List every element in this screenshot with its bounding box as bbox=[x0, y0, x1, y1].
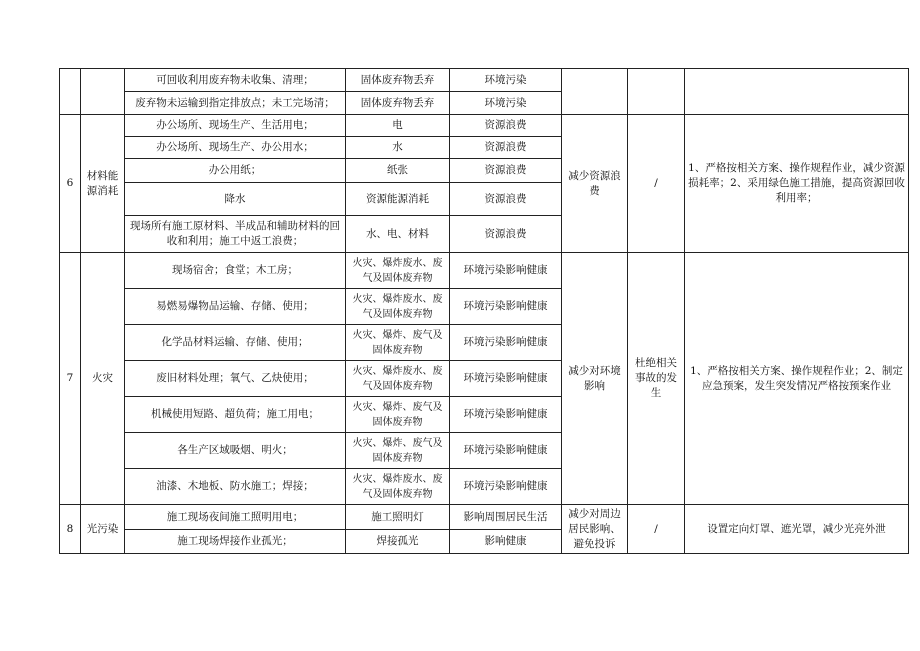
activity-cell: 各生产区域吸烟、明火； bbox=[125, 433, 346, 469]
measures-cell: 设置定向灯罩、遮光罩，减少光亮外泄 bbox=[685, 505, 909, 554]
factor-cell: 资源能源消耗 bbox=[346, 183, 450, 216]
table-row bbox=[60, 253, 909, 289]
factor-cell: 施工照明灯 bbox=[346, 505, 450, 530]
impact-cell: 资源浪费 bbox=[450, 137, 562, 159]
category-cell: 火灾 bbox=[81, 253, 125, 505]
activity-cell: 办公场所、现场生产、办公用水； bbox=[125, 137, 346, 159]
prev-indicator-cell bbox=[628, 69, 685, 115]
target-cell: 减少对环境影响 bbox=[562, 253, 628, 505]
activity-cell: 施工现场夜间施工照明用电； bbox=[125, 505, 346, 530]
impact-cell: 资源浪费 bbox=[450, 216, 562, 253]
activity-cell: 现场宿舍；食堂；木工房； bbox=[125, 253, 346, 289]
environmental-factor-table bbox=[59, 68, 909, 554]
factor-cell: 固体废弃物丢弃 bbox=[346, 92, 450, 115]
indicator-cell: / bbox=[628, 505, 685, 554]
factor-cell: 纸张 bbox=[346, 159, 450, 183]
measures-cell: 1、严格按相关方案、操作规程作业；2、制定应急预案，发生突发情况严格按预案作业 bbox=[685, 253, 909, 505]
activity-cell: 办公用纸； bbox=[125, 159, 346, 183]
indicator-cell: 杜绝相关事故的发生 bbox=[628, 253, 685, 505]
factor-cell: 火灾、爆炸、废气及固体废弃物 bbox=[346, 397, 450, 433]
prev-target-cell bbox=[562, 69, 628, 115]
impact-cell: 资源浪费 bbox=[450, 115, 562, 137]
measures-cell: 1、严格按相关方案、操作规程作业，减少资源损耗率；2、采用绿色施工措施，提高资源回收利用率； bbox=[685, 115, 909, 253]
activity-cell: 油漆、木地板、防水施工；焊接； bbox=[125, 469, 346, 505]
factor-cell: 火灾、爆炸废水、废气及固体废弃物 bbox=[346, 289, 450, 325]
impact-cell: 影响健康 bbox=[450, 530, 562, 554]
impact-cell: 影响周围居民生活 bbox=[450, 505, 562, 530]
impact-cell: 环境污染影响健康 bbox=[450, 289, 562, 325]
factor-cell: 火灾、爆炸废水、废气及固体废弃物 bbox=[346, 469, 450, 505]
activity-cell: 废旧材料处理；氧气、乙炔使用； bbox=[125, 361, 346, 397]
row-number: 8 bbox=[60, 505, 81, 554]
row-number: 6 bbox=[60, 115, 81, 253]
impact-cell: 环境污染影响健康 bbox=[450, 253, 562, 289]
factor-cell: 火灾、爆炸、废气及固体废弃物 bbox=[346, 325, 450, 361]
impact-cell: 环境污染 bbox=[450, 69, 562, 92]
impact-cell: 资源浪费 bbox=[450, 159, 562, 183]
activity-cell: 废弃物未运输到指定排放点；未工完场清； bbox=[125, 92, 346, 115]
activity-cell: 易燃易爆物品运输、存储、使用； bbox=[125, 289, 346, 325]
factor-cell: 水、电、材料 bbox=[346, 216, 450, 253]
impact-cell: 环境污染影响健康 bbox=[450, 325, 562, 361]
factor-cell: 焊接孤光 bbox=[346, 530, 450, 554]
category-cell: 材料能源消耗 bbox=[81, 115, 125, 253]
category-cell: 光污染 bbox=[81, 505, 125, 554]
activity-cell: 化学品材料运输、存储、使用； bbox=[125, 325, 346, 361]
factor-cell: 水 bbox=[346, 137, 450, 159]
prev-category-cell bbox=[81, 69, 125, 115]
activity-cell: 办公场所、现场生产、生活用电； bbox=[125, 115, 346, 137]
row-number: 7 bbox=[60, 253, 81, 505]
factor-cell: 火灾、爆炸废水、废气及固体废弃物 bbox=[346, 361, 450, 397]
impact-cell: 环境污染影响健康 bbox=[450, 469, 562, 505]
activity-cell: 可回收利用废弃物未收集、清理； bbox=[125, 69, 346, 92]
activity-cell: 机械使用短路、超负荷；施工用电； bbox=[125, 397, 346, 433]
table-row bbox=[60, 115, 909, 137]
table-row bbox=[60, 69, 909, 92]
impact-cell: 环境污染影响健康 bbox=[450, 361, 562, 397]
impact-cell: 资源浪费 bbox=[450, 183, 562, 216]
impact-cell: 环境污染影响健康 bbox=[450, 433, 562, 469]
activity-cell: 现场所有施工原材料、半成品和辅助材料的回收和利用；施工中返工浪费； bbox=[125, 216, 346, 253]
target-cell: 减少对周边居民影响、避免投诉 bbox=[562, 505, 628, 554]
factor-cell: 火灾、爆炸废水、废气及固体废弃物 bbox=[346, 253, 450, 289]
impact-cell: 环境污染 bbox=[450, 92, 562, 115]
factor-cell: 火灾、爆炸、废气及固体废弃物 bbox=[346, 433, 450, 469]
prev-measures-cell bbox=[685, 69, 909, 115]
activity-cell: 降水 bbox=[125, 183, 346, 216]
impact-cell: 环境污染影响健康 bbox=[450, 397, 562, 433]
factor-cell: 固体废弃物丢弃 bbox=[346, 69, 450, 92]
indicator-cell: / bbox=[628, 115, 685, 253]
activity-cell: 施工现场焊接作业孤光； bbox=[125, 530, 346, 554]
prev-num-cell bbox=[60, 69, 81, 115]
factor-cell: 电 bbox=[346, 115, 450, 137]
table-row bbox=[60, 505, 909, 530]
target-cell: 减少资源浪费 bbox=[562, 115, 628, 253]
